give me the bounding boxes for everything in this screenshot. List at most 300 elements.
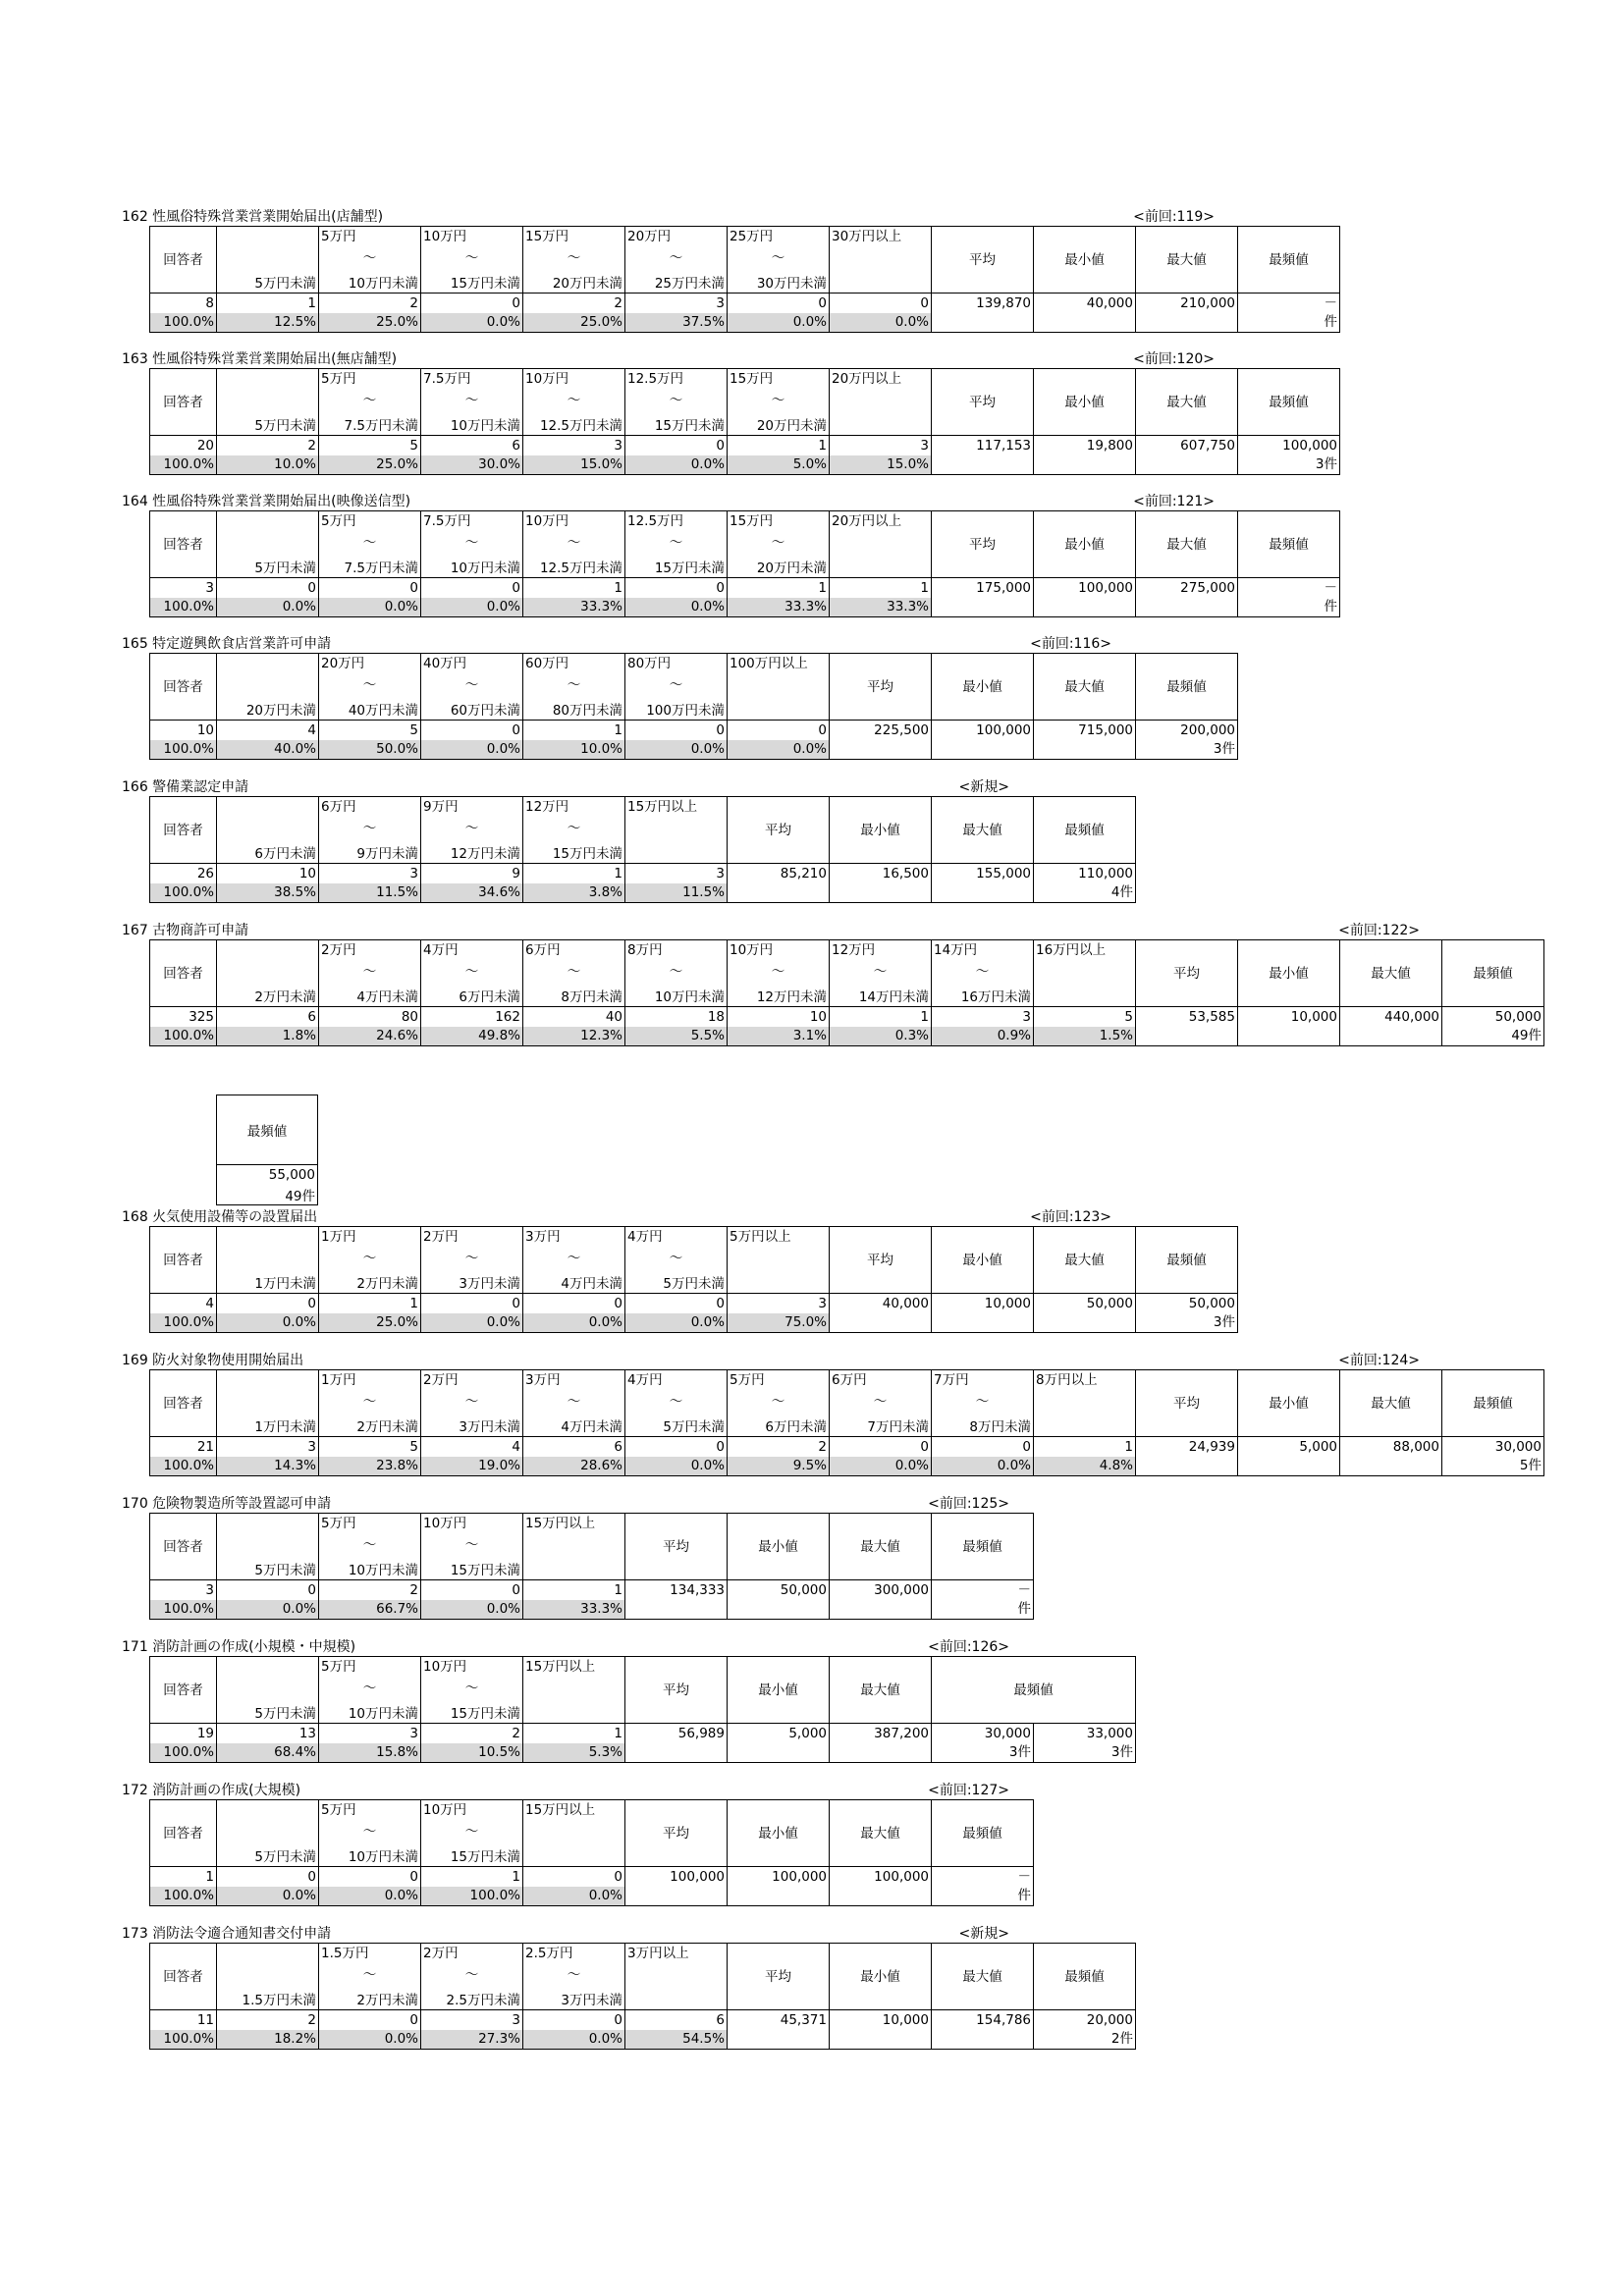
average-value: 117,153 (932, 436, 1034, 455)
mode-value: 20,000 (1034, 2010, 1136, 2030)
percent-cell: 5.0% (728, 455, 830, 475)
range-upper: 40万円未満 (348, 702, 418, 719)
range-header (932, 940, 1034, 1007)
range-header (319, 1227, 421, 1294)
count-row (150, 294, 1340, 313)
survey-section-169 (122, 1353, 1544, 1476)
min-blank (1034, 598, 1136, 617)
section-header (122, 1639, 1136, 1656)
range-header (523, 369, 625, 436)
range-upper: 20万円未満 (552, 275, 622, 292)
range-header (1034, 1370, 1136, 1437)
percent-cell: 10.0% (523, 740, 625, 760)
percent-cell: 0.3% (830, 1027, 932, 1046)
count-cell: 0 (625, 1294, 728, 1313)
count-cell: 0 (728, 721, 830, 740)
range-lower: 15万円 (730, 370, 774, 387)
min-blank (830, 2030, 932, 2050)
range-header (728, 940, 830, 1007)
range-lower: 20万円 (321, 655, 365, 671)
range-tilde: ～ (873, 963, 888, 980)
respondents-header: 回答者 (150, 1370, 217, 1437)
previous-ref: <前回:127> (928, 1783, 1009, 1798)
section-header (122, 494, 1340, 510)
header-row (150, 369, 1340, 436)
count-cell: 18 (625, 1007, 728, 1027)
range-lower: 8万円 (627, 941, 663, 958)
average-header: 平均 (728, 797, 830, 864)
range-upper: 6万円未満 (459, 988, 520, 1005)
total-count: 20 (150, 436, 217, 455)
percent-cell: 0.0% (319, 1887, 421, 1906)
respondents-header: 回答者 (150, 654, 217, 721)
range-lower: 4万円 (627, 1228, 663, 1245)
percent-cell: 0.0% (217, 1313, 319, 1333)
range-header (523, 1514, 625, 1580)
range-tilde: ～ (464, 392, 479, 408)
total-count: 3 (150, 1580, 217, 1600)
percent-cell: 0.0% (421, 740, 523, 760)
percent-cell: 38.5% (217, 883, 319, 903)
range-tilde: ～ (464, 1393, 479, 1410)
average-value: 56,989 (625, 1724, 728, 1743)
survey-section-162 (122, 209, 1340, 333)
min-blank (1034, 455, 1136, 475)
count-row (150, 1867, 1034, 1887)
range-tilde: ～ (669, 534, 683, 551)
count-row (150, 1294, 1238, 1313)
range-lower: 12.5万円 (627, 512, 684, 529)
total-percent: 100.0% (150, 740, 217, 760)
count-cell: 5 (319, 436, 421, 455)
percent-cell: 0.0% (728, 313, 830, 333)
total-count: 10 (150, 721, 217, 740)
range-lower: 12.5万円 (627, 370, 684, 387)
mode-header: 最頻値 (932, 1514, 1034, 1580)
range-tilde: ～ (464, 1823, 479, 1840)
total-percent: 100.0% (150, 598, 217, 617)
range-tilde: ～ (873, 1393, 888, 1410)
survey-section-168 (122, 1209, 1238, 1333)
range-lower: 5万円以上 (730, 1228, 791, 1245)
count-cell: 3 (319, 1724, 421, 1743)
range-tilde: ～ (362, 1966, 377, 1983)
max-blank (932, 2030, 1034, 2050)
average-value: 85,210 (728, 864, 830, 883)
range-header (625, 940, 728, 1007)
max-value: 210,000 (1136, 294, 1238, 313)
percent-cell: 37.5% (625, 313, 728, 333)
range-lower: 5万円 (321, 1515, 356, 1531)
percent-row (150, 598, 1340, 617)
range-tilde: ～ (362, 676, 377, 693)
count-cell: 5 (319, 1437, 421, 1457)
mode-header: 最頻値 (1238, 511, 1340, 578)
range-lower: 14万円 (934, 941, 978, 958)
min-blank (932, 740, 1034, 760)
avg-blank (932, 313, 1034, 333)
mode-value: － (1238, 294, 1340, 313)
count-cell: 0 (830, 294, 932, 313)
count-cell: 6 (523, 1437, 625, 1457)
count-cell: 3 (728, 1294, 830, 1313)
percent-cell: 9.5% (728, 1457, 830, 1476)
range-lower: 7.5万円 (423, 370, 471, 387)
range-upper: 15万円未満 (654, 417, 725, 434)
range-header (625, 227, 728, 294)
max-blank (1034, 740, 1136, 760)
count-cell: 3 (523, 436, 625, 455)
range-tilde: ～ (362, 820, 377, 836)
range-header (319, 1800, 421, 1867)
percent-cell: 0.0% (421, 1600, 523, 1620)
percent-cell: 0.0% (319, 2030, 421, 2050)
mode-value: 200,000 (1136, 721, 1238, 740)
average-value: 40,000 (830, 1294, 932, 1313)
total-percent: 100.0% (150, 313, 217, 333)
range-lower: 6万円 (832, 1371, 867, 1388)
range-header (319, 1944, 421, 2010)
range-lower: 4万円 (423, 941, 459, 958)
count-cell: 40 (523, 1007, 625, 1027)
max-header: 最大値 (1136, 369, 1238, 436)
max-value: 155,000 (932, 864, 1034, 883)
percent-cell: 14.3% (217, 1457, 319, 1476)
range-lower: 2万円 (423, 1945, 459, 1961)
stats-table (149, 1226, 1238, 1333)
count-cell: 0 (728, 294, 830, 313)
percent-row (150, 740, 1238, 760)
range-tilde: ～ (464, 1966, 479, 1983)
range-upper: 10万円未満 (654, 988, 725, 1005)
count-cell: 0 (217, 1294, 319, 1313)
average-value: 225,500 (830, 721, 932, 740)
range-lower: 10万円 (525, 512, 569, 529)
min-value: 50,000 (728, 1580, 830, 1600)
mode-count: 件 (932, 1600, 1034, 1620)
mode-value: 30,000 (932, 1724, 1034, 1743)
percent-cell: 0.0% (217, 1887, 319, 1906)
range-tilde: ～ (975, 963, 990, 980)
range-lower: 5万円 (321, 512, 356, 529)
percent-cell: 25.0% (319, 455, 421, 475)
range-lower: 60万円 (525, 655, 569, 671)
survey-section-166 (122, 779, 1136, 903)
percent-cell: 4.8% (1034, 1457, 1136, 1476)
range-upper: 8万円未満 (561, 988, 622, 1005)
respondents-header: 回答者 (150, 1657, 217, 1724)
min-value: 100,000 (1034, 578, 1136, 598)
mode-count: 5件 (1442, 1457, 1544, 1476)
mode-header: 最頻値 (1034, 1944, 1136, 2010)
extra-mode-box (216, 1095, 318, 1205)
max-header: 最大値 (830, 1800, 932, 1867)
range-lower: 20万円 (627, 228, 672, 244)
range-upper: 10万円未満 (348, 275, 418, 292)
count-row (150, 1724, 1136, 1743)
range-header (625, 1944, 728, 2010)
max-header: 最大値 (1340, 1370, 1442, 1437)
mode-value: 50,000 (1442, 1007, 1544, 1027)
percent-cell: 1.5% (1034, 1027, 1136, 1046)
range-upper: 5万円未満 (254, 1705, 316, 1722)
range-header (728, 654, 830, 721)
previous-ref: <前回:125> (928, 1496, 1009, 1512)
section-header (122, 209, 1340, 226)
range-lower: 6万円 (321, 798, 356, 815)
count-cell: 2 (217, 436, 319, 455)
range-header (421, 1944, 523, 2010)
range-upper: 6万円未満 (254, 845, 316, 862)
mode-count: 49件 (1442, 1027, 1544, 1046)
range-tilde: ～ (464, 534, 479, 551)
range-header (217, 369, 319, 436)
stats-table (149, 939, 1544, 1046)
range-header (421, 940, 523, 1007)
avg-blank (728, 883, 830, 903)
percent-cell: 0.0% (728, 740, 830, 760)
range-upper: 5万円未満 (254, 417, 316, 434)
count-cell: 4 (421, 1437, 523, 1457)
count-cell: 1 (1034, 1437, 1136, 1457)
range-lower: 16万円以上 (1036, 941, 1107, 958)
percent-cell: 0.0% (625, 740, 728, 760)
min-value: 10,000 (1238, 1007, 1340, 1027)
max-value: 50,000 (1034, 1294, 1136, 1313)
percent-row (150, 1027, 1544, 1046)
min-blank (728, 1743, 830, 1763)
percent-row (150, 883, 1136, 903)
previous-ref: <前回:123> (1030, 1209, 1111, 1225)
range-upper: 3万円未満 (459, 1275, 520, 1292)
survey-section-173 (122, 1926, 1136, 2050)
min-blank (932, 1313, 1034, 1333)
range-upper: 20万円未満 (756, 560, 827, 576)
count-cell: 10 (217, 864, 319, 883)
mode-count: 件 (932, 1887, 1034, 1906)
range-tilde: ～ (464, 1250, 479, 1266)
extra-mode-count: 49件 (217, 1185, 318, 1205)
count-cell: 9 (421, 864, 523, 883)
survey-section-167 (122, 923, 1544, 1046)
range-tilde: ～ (362, 1823, 377, 1840)
range-header (319, 797, 421, 864)
min-value: 5,000 (728, 1724, 830, 1743)
min-value: 16,500 (830, 864, 932, 883)
max-header: 最大値 (1136, 227, 1238, 294)
range-lower: 2万円 (423, 1228, 459, 1245)
range-upper: 6万円未満 (765, 1418, 827, 1435)
count-cell: 5 (319, 721, 421, 740)
count-cell: 1 (319, 1294, 421, 1313)
avg-blank (1136, 1457, 1238, 1476)
range-lower: 5万円 (321, 1801, 356, 1818)
range-header (319, 1370, 421, 1437)
range-header (728, 369, 830, 436)
range-upper: 20万円未満 (245, 702, 316, 719)
stats-table (149, 1369, 1544, 1476)
max-blank (830, 1600, 932, 1620)
survey-section-172 (122, 1783, 1034, 1906)
count-cell: 2 (217, 2010, 319, 2030)
range-lower: 10万円 (423, 1801, 467, 1818)
average-header: 平均 (1136, 940, 1238, 1007)
respondents-header: 回答者 (150, 1227, 217, 1294)
section-header (122, 1209, 1238, 1226)
previous-ref: <前回:122> (1338, 923, 1420, 938)
range-lower: 15万円 (525, 228, 569, 244)
min-value: 40,000 (1034, 294, 1136, 313)
range-upper: 16万円未満 (960, 988, 1031, 1005)
percent-cell: 23.8% (319, 1457, 421, 1476)
range-upper: 15万円未満 (450, 275, 520, 292)
percent-cell: 1.8% (217, 1027, 319, 1046)
total-percent: 100.0% (150, 883, 217, 903)
range-lower: 40万円 (423, 655, 467, 671)
max-header: 最大値 (830, 1514, 932, 1580)
range-tilde: ～ (567, 676, 581, 693)
avg-blank (1136, 1027, 1238, 1046)
respondents-header: 回答者 (150, 1514, 217, 1580)
percent-cell: 12.3% (523, 1027, 625, 1046)
range-upper: 5万円未満 (663, 1275, 725, 1292)
range-lower: 2万円 (321, 941, 356, 958)
min-value: 10,000 (830, 2010, 932, 2030)
range-lower: 2.5万円 (525, 1945, 573, 1961)
header-row (150, 940, 1544, 1007)
range-tilde: ～ (362, 534, 377, 551)
range-tilde: ～ (464, 676, 479, 693)
survey-section-170 (122, 1496, 1034, 1620)
mode-value-2: 33,000 (1034, 1724, 1136, 1743)
header-row (150, 797, 1136, 864)
count-cell: 1 (830, 1007, 932, 1027)
count-cell: 3 (932, 1007, 1034, 1027)
range-upper: 15万円未満 (552, 845, 622, 862)
range-lower: 3万円 (525, 1228, 561, 1245)
range-tilde: ～ (975, 1393, 990, 1410)
range-upper: 12万円未満 (756, 988, 827, 1005)
percent-cell: 49.8% (421, 1027, 523, 1046)
count-cell: 3 (830, 436, 932, 455)
section-header (122, 779, 1136, 796)
range-upper: 12.5万円未満 (539, 417, 622, 434)
previous-ref: <前回:126> (928, 1639, 1009, 1655)
range-lower: 1万円 (321, 1228, 356, 1245)
count-cell: 0 (421, 1294, 523, 1313)
range-lower: 3万円以上 (627, 1945, 689, 1961)
range-upper: 7.5万円未満 (344, 417, 418, 434)
range-header (523, 1657, 625, 1724)
range-tilde: ～ (669, 1250, 683, 1266)
min-header: 最小値 (1238, 1370, 1340, 1437)
min-value: 10,000 (932, 1294, 1034, 1313)
percent-cell: 50.0% (319, 740, 421, 760)
percent-cell: 33.3% (830, 598, 932, 617)
max-header: 最大値 (932, 797, 1034, 864)
section-title: 166 警備業認定申請 (122, 779, 249, 795)
count-row (150, 436, 1340, 455)
average-header: 平均 (830, 1227, 932, 1294)
count-cell: 0 (523, 2010, 625, 2030)
percent-cell: 0.0% (217, 1600, 319, 1620)
range-upper: 2万円未満 (356, 1992, 418, 2008)
count-cell: 0 (421, 294, 523, 313)
count-cell: 0 (319, 578, 421, 598)
percent-cell: 3.1% (728, 1027, 830, 1046)
header-row (150, 1370, 1544, 1437)
count-cell: 0 (421, 1580, 523, 1600)
max-value: 300,000 (830, 1580, 932, 1600)
section-header (122, 1783, 1034, 1799)
percent-cell: 0.0% (421, 313, 523, 333)
range-tilde: ～ (669, 392, 683, 408)
range-lower: 30万円以上 (832, 228, 902, 244)
count-cell: 1 (523, 721, 625, 740)
range-upper: 15万円未満 (450, 1562, 520, 1578)
max-value: 154,786 (932, 2010, 1034, 2030)
respondents-header: 回答者 (150, 1800, 217, 1867)
percent-cell: 33.3% (728, 598, 830, 617)
section-title: 162 性風俗特殊営業営業開始届出(店舗型) (122, 209, 384, 225)
max-blank (830, 1743, 932, 1763)
range-lower: 20万円以上 (832, 370, 902, 387)
percent-cell: 33.3% (523, 598, 625, 617)
range-lower: 12万円 (525, 798, 569, 815)
range-header (421, 1657, 523, 1724)
percent-cell: 3.8% (523, 883, 625, 903)
average-value: 100,000 (625, 1867, 728, 1887)
range-header (523, 654, 625, 721)
header-row (150, 1944, 1136, 2010)
percent-cell: 0.0% (625, 1313, 728, 1333)
total-percent: 100.0% (150, 2030, 217, 2050)
range-header (421, 369, 523, 436)
range-upper: 5万円未満 (254, 1562, 316, 1578)
range-header (421, 511, 523, 578)
mode-header: 最頻値 (1238, 227, 1340, 294)
max-header: 最大値 (1340, 940, 1442, 1007)
stats-table (149, 1513, 1034, 1620)
count-cell: 0 (421, 721, 523, 740)
count-row (150, 864, 1136, 883)
range-header (319, 1514, 421, 1580)
range-upper: 7.5万円未満 (344, 560, 418, 576)
min-header: 最小値 (1034, 227, 1136, 294)
range-lower: 2万円 (423, 1371, 459, 1388)
average-header: 平均 (728, 1944, 830, 2010)
range-upper: 15万円未満 (450, 1848, 520, 1865)
min-blank (1034, 313, 1136, 333)
header-row (150, 654, 1238, 721)
percent-cell: 30.0% (421, 455, 523, 475)
survey-section-165 (122, 636, 1238, 760)
avg-blank (830, 1313, 932, 1333)
avg-blank (932, 455, 1034, 475)
range-upper: 8万円未満 (969, 1418, 1031, 1435)
range-tilde: ～ (362, 249, 377, 266)
percent-cell: 68.4% (217, 1743, 319, 1763)
range-lower: 6万円 (525, 941, 561, 958)
min-blank (728, 1600, 830, 1620)
range-tilde: ～ (567, 820, 581, 836)
min-header: 最小値 (932, 654, 1034, 721)
range-header (625, 369, 728, 436)
percent-cell: 24.6% (319, 1027, 421, 1046)
stats-table (149, 510, 1340, 617)
survey-section-171 (122, 1639, 1136, 1763)
count-cell: 1 (830, 578, 932, 598)
